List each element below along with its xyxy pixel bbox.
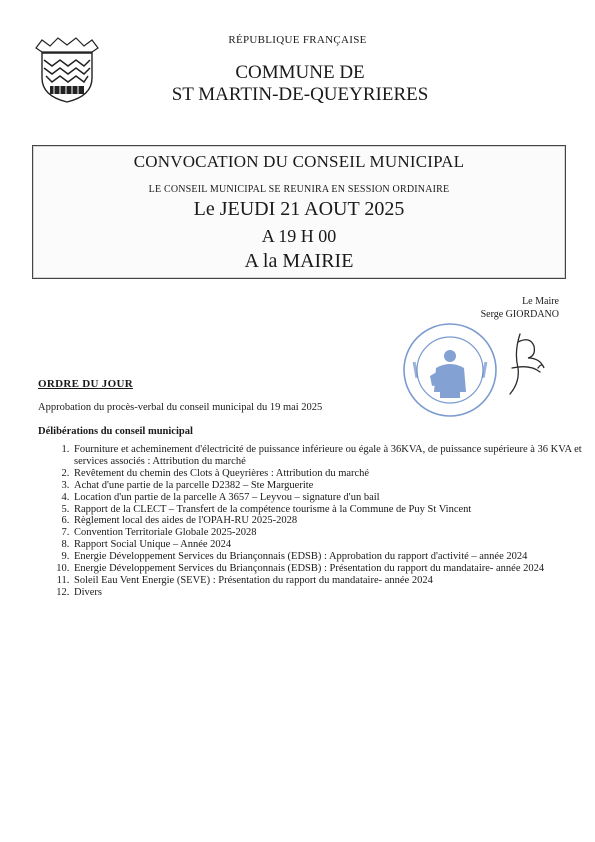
agenda-item: 11. Soleil Eau Vent Energie (SEVE) : Présentation du rapport du mandataire- année 2024 [72, 575, 592, 587]
agenda-item: 3. Achat d'une partie de la parcelle D2382 – Ste Marguerite [72, 480, 592, 492]
agenda-heading: ORDRE DU JOUR [38, 378, 133, 390]
municipal-crest-icon [32, 36, 102, 106]
signatory-name: Serge GIORDANO [480, 309, 559, 320]
agenda-item: 9. Energie Développement Services du Briançonnais (EDSB) : Approbation du rapport d'activité – année 2024 [72, 551, 592, 563]
convocation-title: CONVOCATION DU CONSEIL MUNICIPAL [133, 152, 465, 171]
agenda-item: 6. Règlement local des aides de l'OPAH-RU 2025-2028 [72, 515, 592, 527]
convocation-subtitle: LE CONSEIL MUNICIPAL SE REUNIRA EN SESSION ORDINAIRE [148, 184, 450, 195]
mairie-seal-icon [400, 320, 500, 420]
agenda-list [38, 444, 592, 599]
meeting-date: Le JEUDI 21 AOUT 2025 [193, 198, 405, 220]
republic-heading: RÉPUBLIQUE FRANÇAISE [228, 34, 367, 46]
meeting-place: A la MAIRIE [244, 250, 354, 272]
meeting-time: A 19 H 00 [261, 226, 337, 246]
signatory-block [481, 295, 559, 321]
commune-name-line2: ST MARTIN-DE-QUEYRIERES [171, 84, 429, 105]
commune-name-line1: COMMUNE DE [235, 62, 365, 83]
agenda-item: 4. Location d'un partie de la parcelle A 3657 – Leyvou – signature d'un bail [72, 492, 592, 504]
convocation-box [32, 145, 566, 279]
agenda-item: 10. Energie Développement Services du Briançonnais (EDSB) : Présentation du rapport du mandataire- année 2024 [72, 563, 592, 575]
agenda-item: 1. Fourniture et acheminement d'électricité de puissance inférieure ou égale à 36KVA, de puissance supérieure à 36 KVA et services associés : Attribution du marché [72, 444, 592, 468]
agenda-item: 5. Rapport de la CLECT – Transfert de la compétence tourisme à la Commune de Puy St Vincent [72, 504, 592, 516]
mayor-signature-icon [500, 328, 550, 398]
agenda-item: 7. Convention Territoriale Globale 2025-2028 [72, 527, 592, 539]
agenda-item: 2. Revêtement du chemin des Clots à Queyrières : Attribution du marché [72, 468, 592, 480]
deliberations-heading: Délibérations du conseil municipal [38, 426, 193, 437]
agenda-item: 12. Divers [72, 587, 592, 599]
agenda-item: 8. Rapport Social Unique – Année 2024 [72, 539, 592, 551]
commune-name [160, 62, 440, 106]
signatory-role: Le Maire [522, 296, 559, 307]
minutes-approval: Approbation du procès-verbal du conseil municipal du 19 mai 2025 [38, 402, 323, 413]
